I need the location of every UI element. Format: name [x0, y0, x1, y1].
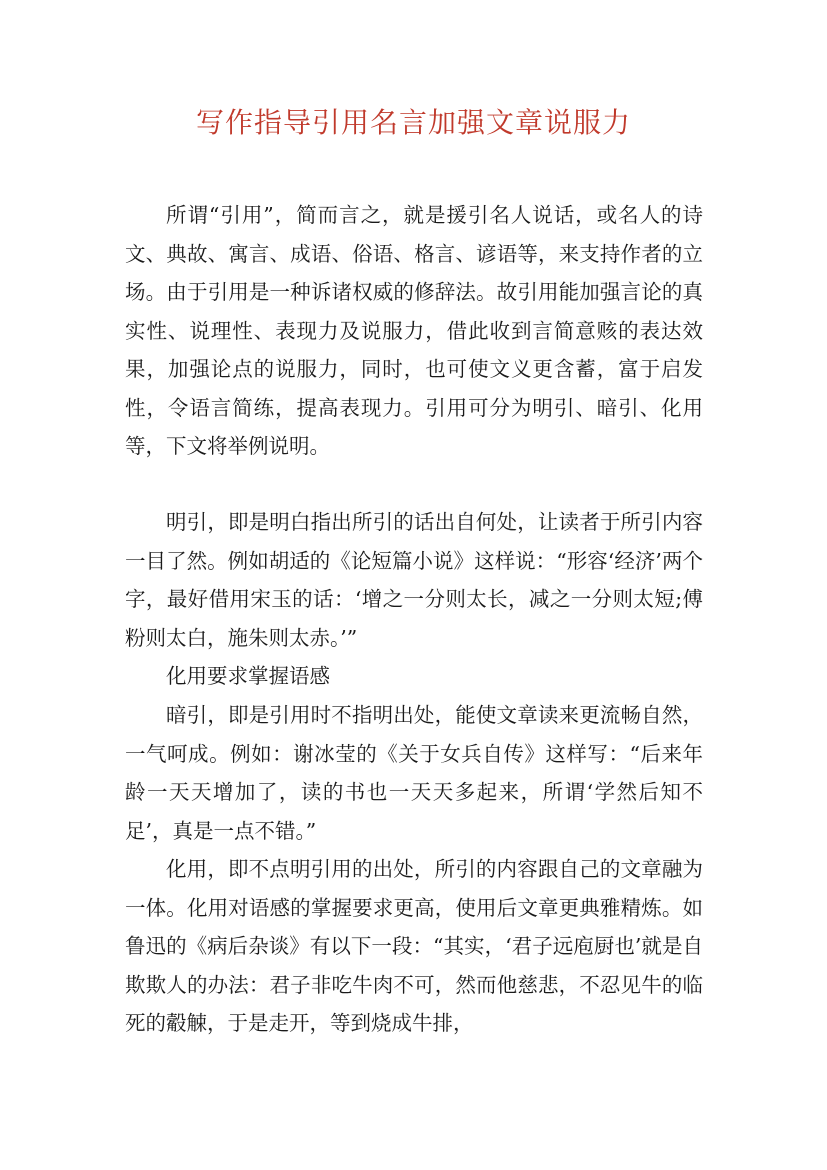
document-title: 写作指导引用名言加强文章说服力 [195, 106, 631, 139]
paragraph-explicit-quotation: 明引，即是明白指出所引的话出自何处，让读者于所引内容一目了然。例如胡适的《论短篇小说》这样说：“形容‘经济’两个字，最好借用宋玉的话：‘增之一分则太长，减之一分则太短;傅粉则太白，施朱则太赤。’” [125, 510, 703, 650]
paragraph-adapted-quotation: 化用，即不点明引用的出处，所引的内容跟自己的文章融为一体。化用对语感的掌握要求更高，使用后文章更典雅精炼。如鲁迅的《病后杂谈》有以下一段：“其实，‘君子远庖厨也’就是自欺欺人的办法：君子非吃牛肉不可，然而他慈悲，不忍见牛的临死的觳觫，于是走开，等到烧成牛排， [125, 857, 703, 1035]
paragraph-introduction: 所谓“引用”，简而言之，就是援引名人说话，或名人的诗文、典故、寓言、成语、俗语、格言、谚语等，来支持作者的立场。由于引用是一种诉诸权威的修辞法。故引用能加强言论的真实性、说理性、表现力及说服力，借此收到言简意赅的表达效果，加强论点的说服力，同时，也可使文义更含蓄，富于启发性，令语言简练，提高表现力。引用可分为明引、暗引、化用等，下文将举例说明。 [125, 203, 703, 458]
paragraph-subheading: 化用要求掌握语感 [166, 664, 330, 688]
paragraph-implicit-quotation: 暗引，即是引用时不指明出处，能使文章读来更流畅自然，一气呵成。例如：谢冰莹的《关于女兵自传》这样写：“后来年龄一天天增加了，读的书也一天天多起来，所谓‘学然后知不足’，真是一点不错。” [125, 703, 703, 843]
